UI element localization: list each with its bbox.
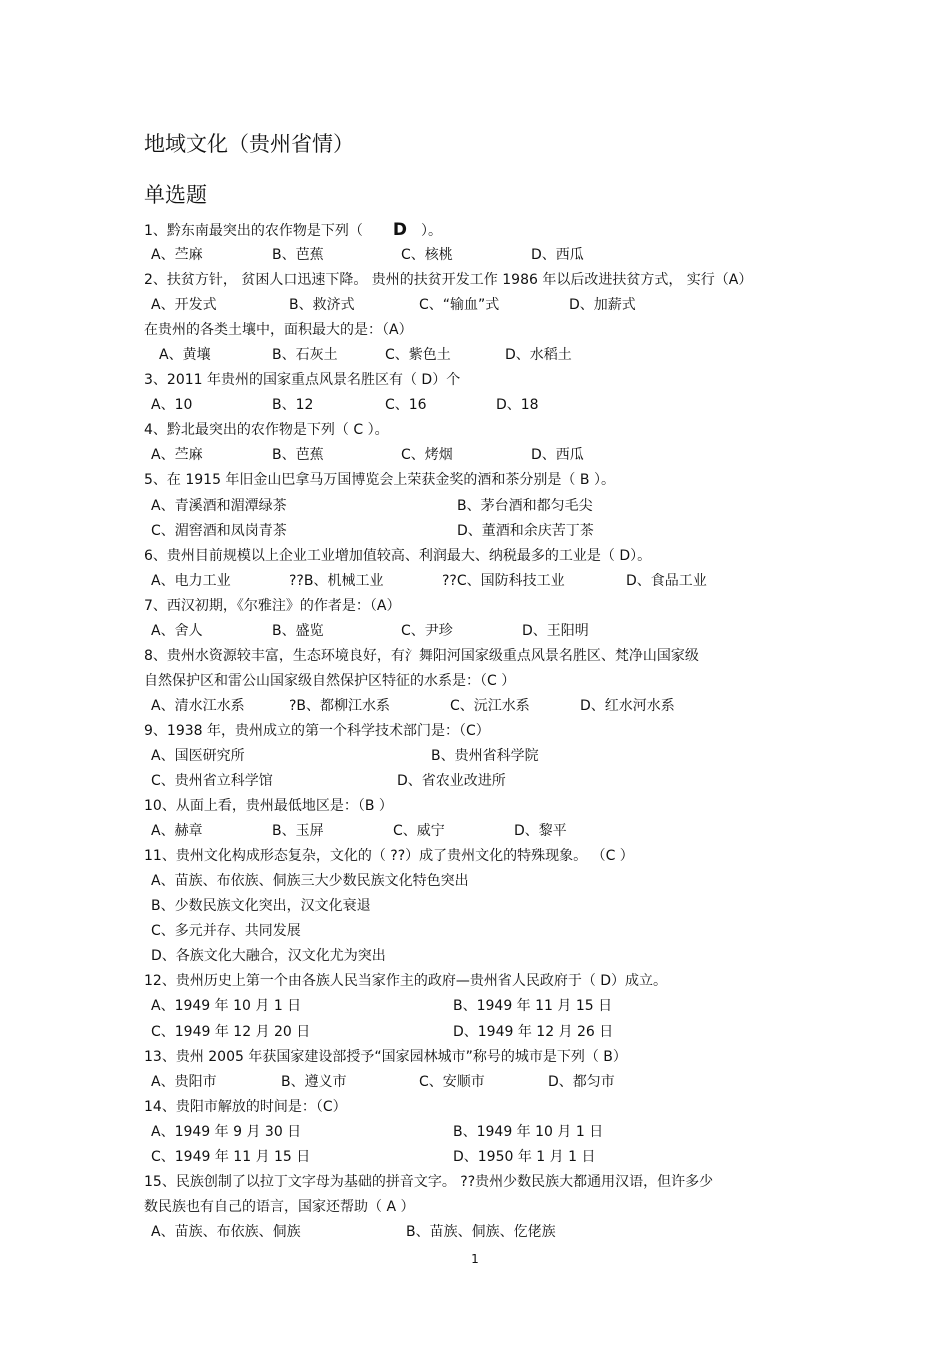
- answer-option: C、沅江水系: [450, 697, 530, 714]
- options-row: [144, 1020, 824, 1045]
- answer-option: C、尹珍: [401, 622, 453, 639]
- answer-option: A、开发式: [151, 297, 217, 314]
- question-text: [144, 218, 824, 243]
- options-row: [144, 619, 824, 644]
- question-text: 3、2011 年贵州的国家重点风景名胜区有（ D）个: [144, 372, 461, 389]
- question-text: 8、贵州水资源较丰富，生态环境良好，有氵舞阳河国家级重点风景名胜区、梵净山国家级: [144, 647, 699, 664]
- options-row: [144, 494, 824, 519]
- answer-option: B、12: [272, 397, 314, 414]
- options-row: [144, 519, 824, 544]
- answer-option: B、苗族、侗族、仡佬族: [406, 1223, 556, 1240]
- answer-option: A、苗族、布依族、侗族三大少数民族文化特色突出: [151, 873, 469, 890]
- options-row: [144, 293, 824, 318]
- answer-option: B、盛览: [272, 622, 324, 639]
- answer-option: C、烤烟: [401, 447, 453, 464]
- question-text: 14、贵阳市解放的时间是：（C）: [144, 1098, 347, 1115]
- question-text: 13、贵州 2005 年获国家建设部授予“国家园林城市”称号的城市是下列（ B）: [144, 1048, 627, 1065]
- answer-option: A、电力工业: [151, 572, 231, 589]
- answer-option: C、威宁: [393, 823, 445, 840]
- answer-option: D、水稻土: [505, 347, 572, 364]
- answer-option: A、舍人: [151, 622, 203, 639]
- answer-option: A、苎麻: [151, 447, 203, 464]
- answer-option: D、红水河水系: [580, 697, 675, 714]
- question-text: 11、贵州文化构成形态复杂，文化的（ ??）成了贵州文化的特殊现象。 （C ）: [144, 848, 634, 865]
- answer-option: D、西瓜: [531, 447, 584, 464]
- answer-option: B、芭蕉: [272, 447, 324, 464]
- answer-option: C、“输血”式: [419, 297, 500, 314]
- answer-option: B、玉屏: [272, 823, 324, 840]
- question-list: [144, 218, 824, 1245]
- answer-option: B、少数民族文化突出，汉文化衰退: [151, 898, 371, 915]
- options-row: [144, 343, 824, 368]
- question-text: 4、黔北最突出的农作物是下列（ C ）。: [144, 422, 389, 439]
- answer-option: D、1950 年 1 月 1 日: [453, 1148, 596, 1165]
- answer-option: ??B、机械工业: [289, 572, 384, 589]
- answer-option: C、核桃: [401, 247, 453, 264]
- answer-option: D、省农业改进所: [397, 773, 506, 790]
- answer-option: A、苗族、布依族、侗族: [151, 1223, 301, 1240]
- section-heading: 单选题: [144, 183, 207, 207]
- answer-option: D、西瓜: [531, 247, 584, 264]
- options-row: [144, 1070, 824, 1095]
- answer-option: A、清水江水系: [151, 697, 245, 714]
- answer-option: C、安顺市: [419, 1073, 485, 1090]
- options-row: [144, 744, 824, 769]
- answer-option: D、各族文化大融合，汉文化尤为突出: [151, 948, 386, 965]
- answer-option: C、1949 年 12 月 20 日: [151, 1023, 311, 1040]
- answer-option: B、贵州省科学院: [431, 747, 539, 764]
- answer-option: C、16: [385, 397, 427, 414]
- answer-option: D、食品工业: [626, 572, 707, 589]
- answer-option: D、1949 年 12 月 26 日: [453, 1023, 614, 1040]
- answer-option: A、苎麻: [151, 247, 203, 264]
- options-row: [144, 869, 824, 894]
- answer-option: D、黎平: [514, 823, 567, 840]
- options-row: [144, 1120, 824, 1145]
- answer-option: D、18: [496, 397, 539, 414]
- answer-option: B、遵义市: [281, 1073, 347, 1090]
- answer-option: A、1949 年 10 月 1 日: [151, 998, 302, 1015]
- options-row: [144, 443, 824, 468]
- answer-option: D、都匀市: [548, 1073, 615, 1090]
- answer-option: B、1949 年 11 月 15 日: [453, 998, 613, 1015]
- answer-option: B、石灰土: [272, 347, 338, 364]
- question-stem: 1、黔东南最突出的农作物是下列（: [144, 223, 363, 239]
- options-row: [144, 393, 824, 418]
- page-title: 地域文化（贵州省情）: [144, 132, 354, 156]
- question-text: 9、1938 年，贵州成立的第一个科学技术部门是：（C）: [144, 722, 490, 739]
- answer-option: A、1949 年 9 月 30 日: [151, 1123, 302, 1140]
- answer-option: ?B、都柳江水系: [289, 697, 391, 714]
- answer-option: A、10: [151, 397, 193, 414]
- answer-key: D: [392, 220, 408, 240]
- question-text: 自然保护区和雷公山国家级自然保护区特征的水系是：（C ）: [144, 672, 516, 689]
- question-text: 10、从面上看，贵州最低地区是：（B ）: [144, 798, 393, 815]
- question-text: 5、在 1915 年旧金山巴拿马万国博览会上荣获金奖的酒和茶分别是（ B ）。: [144, 472, 615, 489]
- options-row: [144, 944, 824, 969]
- question-tail: ）。: [421, 223, 443, 239]
- options-row: [144, 569, 824, 594]
- answer-option: D、王阳明: [522, 622, 589, 639]
- answer-option: A、赫章: [151, 823, 203, 840]
- answer-option: B、芭蕉: [272, 247, 324, 264]
- question-text: 2、扶贫方针， 贫困人口迅速下降。 贵州的扶贫开发工作 1986 年以后改进扶贫方式， 实行（A）: [144, 272, 753, 289]
- answer-option: B、1949 年 10 月 1 日: [453, 1123, 604, 1140]
- page-number: 1: [471, 1252, 479, 1266]
- answer-option: C、多元并存、共同发展: [151, 923, 301, 940]
- answer-option: C、贵州省立科学馆: [151, 773, 273, 790]
- options-row: [144, 243, 824, 268]
- options-row: [144, 1145, 824, 1170]
- answer-option: A、国医研究所: [151, 747, 245, 764]
- options-row: [144, 1220, 824, 1245]
- options-row: [144, 694, 824, 719]
- answer-option: C、紫色土: [385, 347, 451, 364]
- answer-option: A、贵阳市: [151, 1073, 217, 1090]
- options-row: [144, 894, 824, 919]
- options-row: [144, 819, 824, 844]
- options-row: [144, 994, 824, 1019]
- answer-option: C、湄窖酒和凤岗青茶: [151, 522, 287, 539]
- question-text: 数民族也有自己的语言，国家还帮助（ A ）: [144, 1198, 415, 1215]
- answer-option: D、董酒和余庆苦丁茶: [457, 522, 594, 539]
- answer-option: B、茅台酒和都匀毛尖: [457, 497, 593, 514]
- options-row: [144, 769, 824, 794]
- answer-option: ??C、国防科技工业: [442, 572, 565, 589]
- question-text: 15、民族创制了以拉丁文字母为基础的拼音文字。 ??贵州少数民族大都通用汉语，但许多少: [144, 1173, 714, 1190]
- answer-option: B、救济式: [289, 297, 355, 314]
- question-text: 12、贵州历史上第一个由各族人民当家作主的政府—贵州省人民政府于（ D）成立。: [144, 973, 668, 990]
- answer-option: C、1949 年 11 月 15 日: [151, 1148, 311, 1165]
- question-text: 7、西汉初期，《尔雅注》的作者是：（A）: [144, 597, 401, 614]
- question-text: 在贵州的各类土壤中，面积最大的是：（A）: [144, 322, 413, 339]
- options-row: [144, 919, 824, 944]
- question-text: 6、贵州目前规模以上企业工业增加值较高、利润最大、纳税最多的工业是（ D）。: [144, 547, 652, 564]
- answer-option: A、青溪酒和湄潭绿茶: [151, 497, 287, 514]
- answer-option: A、黄壤: [159, 347, 211, 364]
- answer-option: D、加薪式: [569, 297, 636, 314]
